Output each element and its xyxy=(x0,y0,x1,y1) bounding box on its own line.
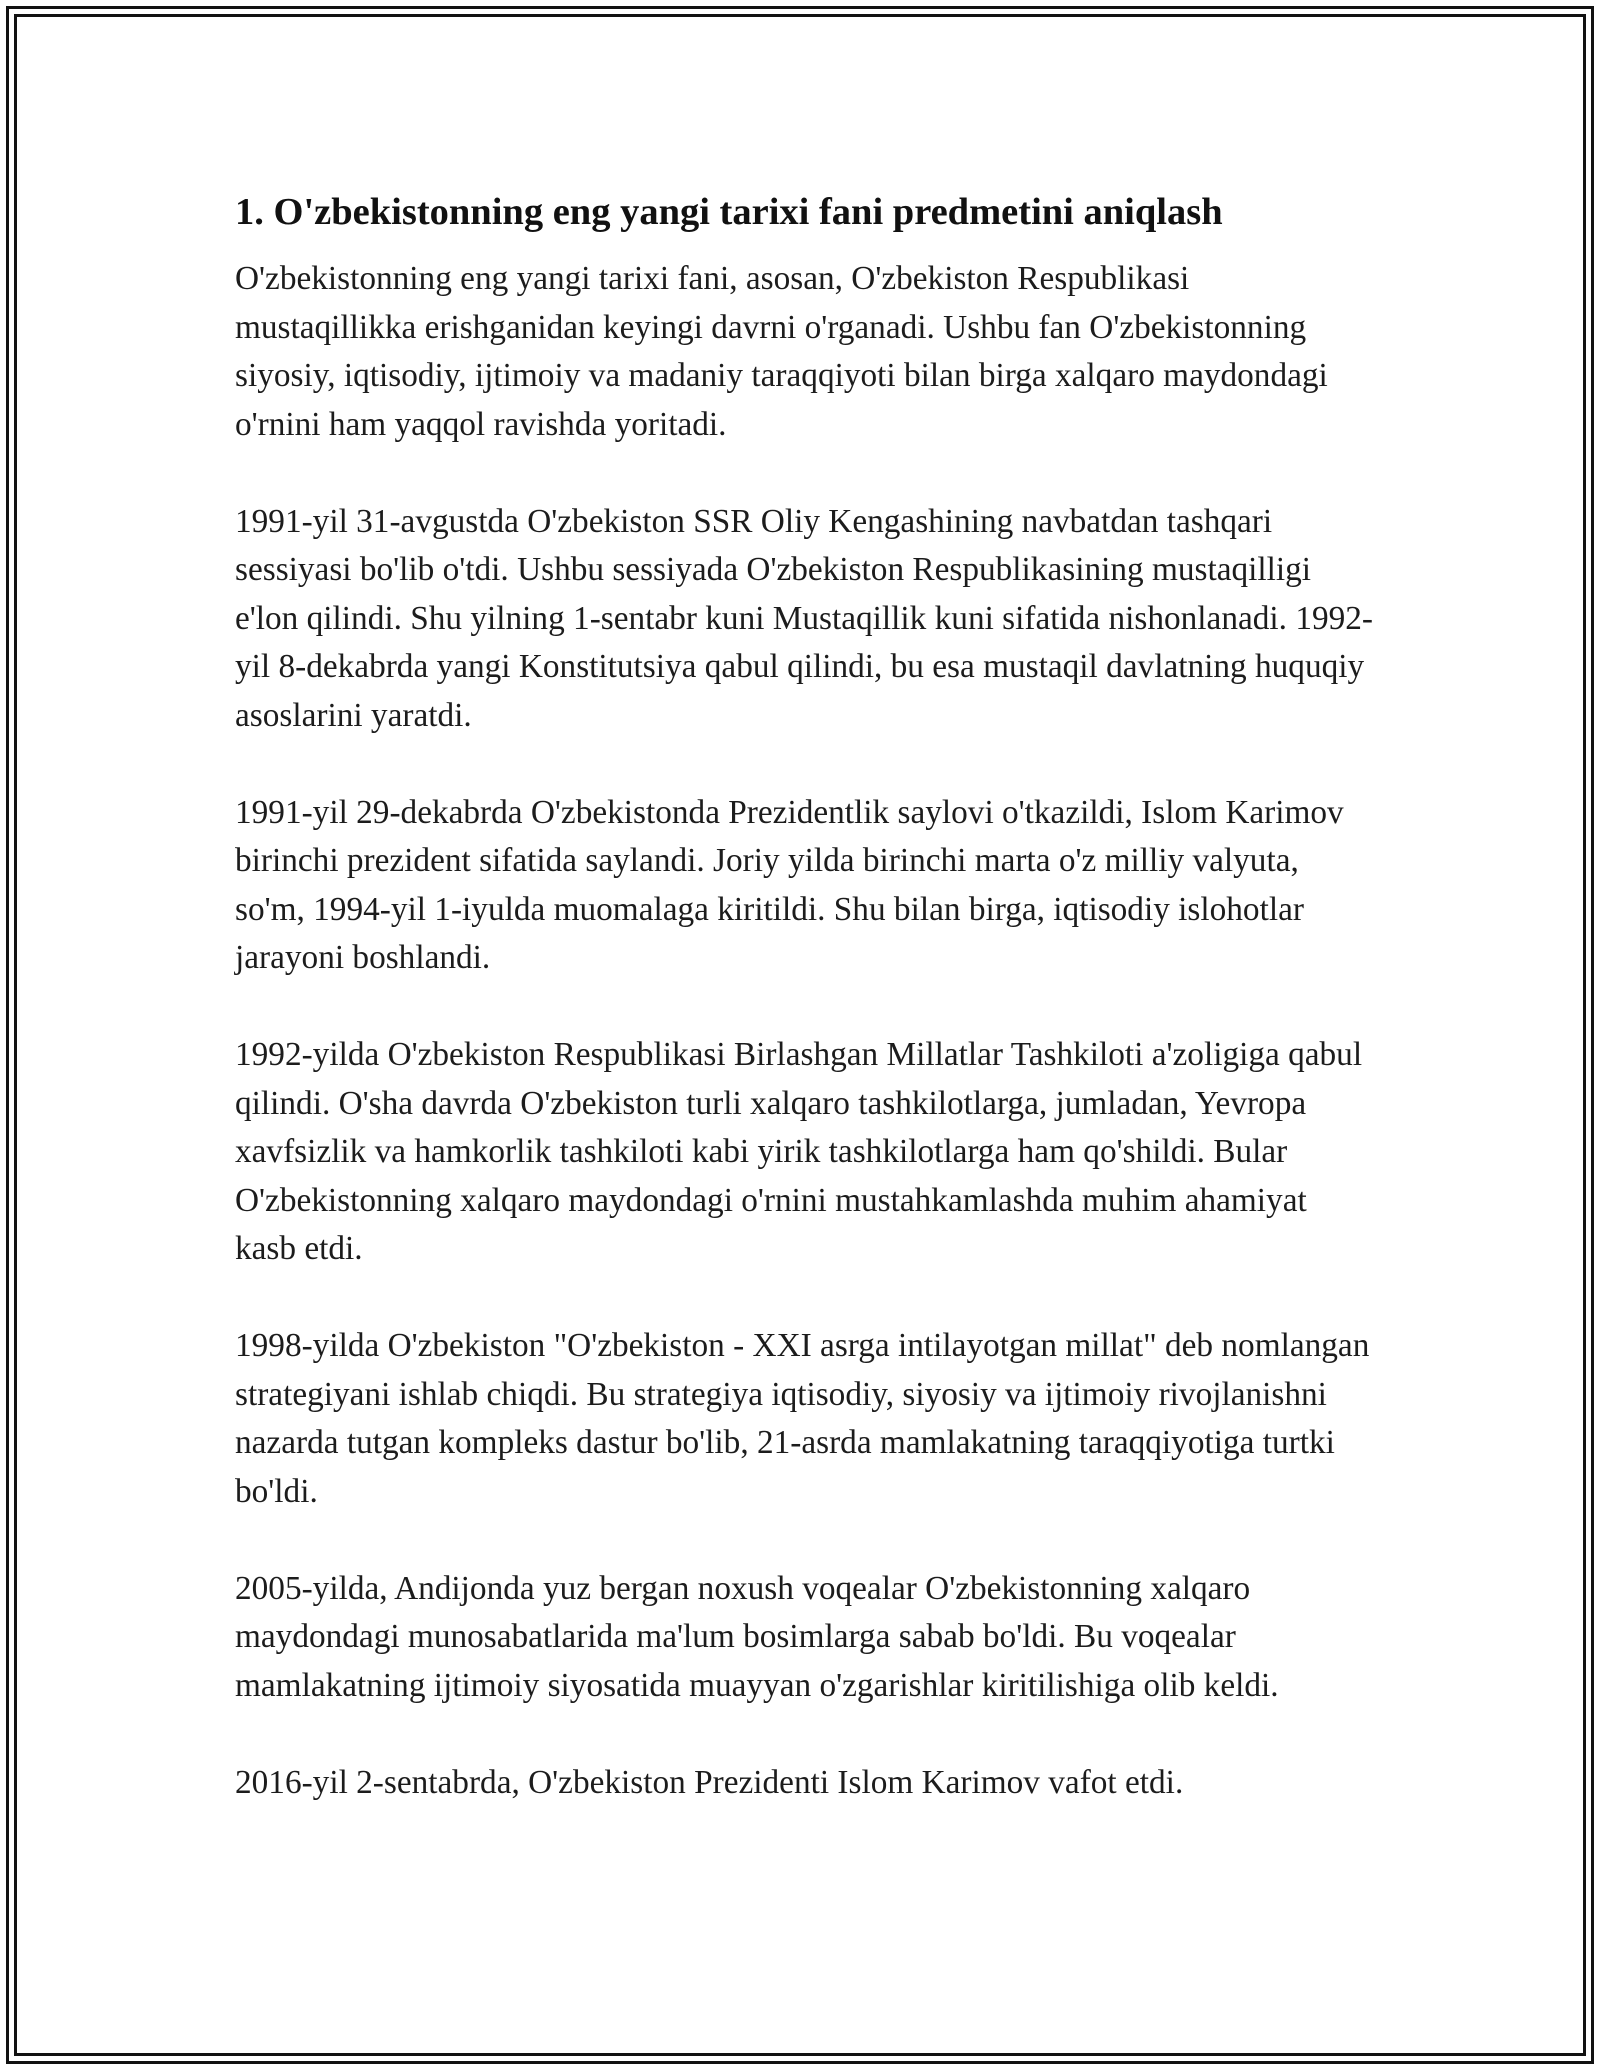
paragraph-karimov-2016: 2016-yil 2-sentabrda, O'zbekiston Prezidenti Islom Karimov vafot etdi. xyxy=(235,1763,1184,1801)
paragraph-intro: O'zbekistonning eng yangi tarixi fani, asosan, O'zbekiston Respublikasi mustaqillikka erishganidan keyingi davrni o'rganadi. Ushbu fan O'zbekistonning siyosiy, iqtisodiy, ijtimoiy va madaniy taraqqiyoti bilan birga xalqaro maydondagi o'rnini ham yaqqol ravishda yoritadi. xyxy=(235,260,1328,443)
paragraph-independence: 1991-yil 31-avgustda O'zbekiston SSR Oliy Kengashining navbatdan tashqari sessiyasi bo'lib o'tdi. Ushbu sessiyada O'zbekiston Respublikasining mustaqilligi e'lon qilindi. Shu yilning 1-sentabr kuni Mustaqillik kuni sifatida nishonlanadi. 1992-yil 8-dekabrda yangi Konstitutsiya qabul qilindi, bu esa mustaqil davlatning huquqiy asoslarini yaratdi. xyxy=(235,502,1373,734)
document-heading: 1. O'zbekistonning eng yangi tarixi fani predmetini aniqlash xyxy=(235,191,1223,233)
paragraph-presidential-election: 1991-yil 29-dekabrda O'zbekistonda Prezidentlik saylovi o'tkazildi, Islom Karimov birinchi prezident sifatida saylandi. Joriy yilda birinchi marta o'z milliy valyuta, so'm, 1994-yil 1-iyulda muomalaga kiritildi. Shu bilan birga, iqtisodiy islohotlar jarayoni boshlandi. xyxy=(235,793,1344,976)
paragraph-un-membership: 1992-yilda O'zbekiston Respublikasi Birlashgan Millatlar Tashkiloti a'zoligiga qabul qilindi. O'sha davrda O'zbekiston turli xalqaro tashkilotlarga, jumladan, Yevropa xavfsizlik va hamkorlik tashkiloti kabi yirik tashkilotlarga ham qo'shildi. Bular O'zbekistonning xalqaro maydondagi o'rnini mustahkamlashda muhim ahamiyat kasb etdi. xyxy=(235,1036,1363,1267)
paragraph-strategy-1998: 1998-yilda O'zbekiston "O'zbekiston - XXI asrga intilayotgan millat" deb nomlangan strategiyani ishlab chiqdi. Bu strategiya iqtisodiy, siyosiy va ijtimoiy rivojlanishni nazarda tutgan kompleks dastur bo'lib, 21-asrda mamlakatning taraqqiyotiga turtki bo'ldi. xyxy=(235,1327,1370,1510)
paragraph-andijan-2005: 2005-yilda, Andijonda yuz bergan noxush voqealar O'zbekistonning xalqaro maydondagi munosabatlarida ma'lum bosimlarga sabab bo'ldi. Bu voqealar mamlakatning ijtimoiy siyosatida muayyan o'zgarishlar kiritilishiga olib keldi. xyxy=(235,1569,1279,1704)
document-body xyxy=(235,186,1375,1856)
